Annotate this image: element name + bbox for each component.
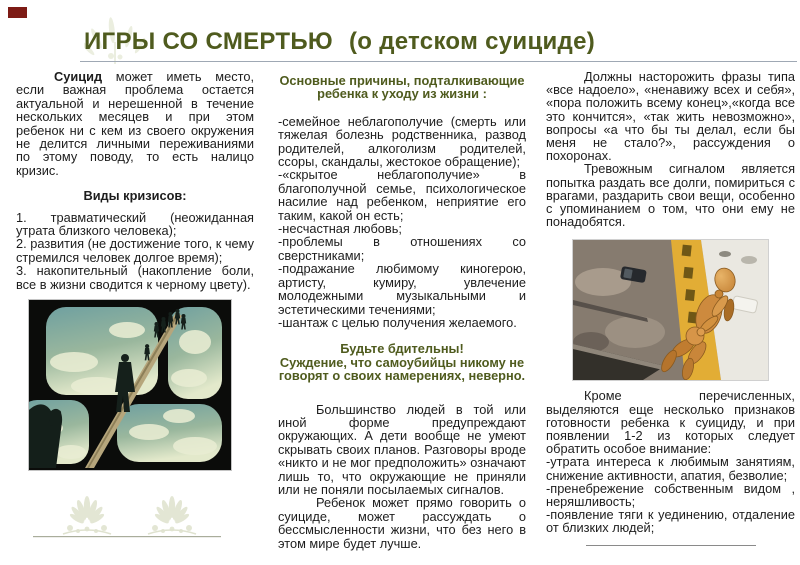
right-column [546, 70, 795, 546]
talk-paragraph: Ребенок может прямо говорить о суициде, может рассуждать о бессмысленности жизни, что без него в этом мире будет лучше. [278, 495, 526, 551]
middle-column [278, 68, 526, 550]
red-mark [8, 7, 27, 18]
crisis-item: 3. накопительный (накопление боли, все в жизни сводится к черному цвету). [16, 263, 254, 292]
intro-paragraph [16, 70, 254, 177]
warning-paragraph: Большинство людей в той или иной форме предупреждают окружающих. А дети вообще не умеют скрывать своих планов. Разговоры вроде «никто и не мог предположить» означают лишь то, что окружающие не приняли или не поняли посылаемых сигналов. [278, 401, 526, 497]
title-main: ИГРЫ СО СМЕРТЬЮ [84, 28, 333, 55]
crisis-item: 1. травматический (неожиданная утрата близкого человека); [16, 209, 254, 239]
cause-item: -семейное неблагополучие (смерть или тяжелая болезнь родственника, развод родителей, алкоголизм родителей, ссоры, скандалы, жестокое обращение); [278, 113, 526, 170]
intro-lead-word: Суицид [54, 69, 103, 84]
footer-divider-line [586, 545, 756, 546]
sign-item: -пренебрежение собственным видом , неряшливость; [546, 480, 795, 510]
left-column [16, 70, 254, 471]
sky-pole-collage-photo [28, 299, 232, 471]
cause-item: -шантаж с целью получения желаемого. [278, 314, 517, 330]
title-underline [80, 61, 797, 62]
cause-item: -проблемы в отношениях со сверстниками; [278, 234, 526, 263]
cause-item: -«скрытое неблагополучие» в благополучной семье, психологическое насилие над ребенком, неприятие его таким, какой он есть; [278, 167, 526, 223]
signals-paragraph: Тревожным сигналом является попытка раздать все долги, помириться с врагами, раздарить свои вещи, особенно с упоминанием о том, что они ему не понадобятся. [546, 161, 795, 230]
page-title [84, 28, 595, 56]
mannequin-ledge-photo [572, 239, 769, 381]
cause-item: -несчастная любовь; [278, 221, 402, 237]
alert-line-1: Будьте бдительны! [340, 341, 464, 357]
alert-line-2: Суждение, что самоубийцы никому не говорят о своих намерениях, неверно. [278, 354, 526, 384]
sign-item: -появление тяги к уединению, отдаление от близких людей; [546, 507, 795, 536]
palmette-ornament-icon [33, 495, 221, 539]
phrases-paragraph: Должны насторожить фразы типа «все надоело», «ненавижу всех и себя», «пора положить всему конец»,«когда все это кончится», «так жить невозможно», вопросы «а что бы ты делал, если бы меня не стало?», рассуждения о похоронах. [546, 69, 795, 164]
intro-text: может иметь место, если важная проблема остается актуальной и нерешенной в течение нескольких месяцев и при этом ребенок ни с кем из своего окружения не делится личными переживаниями по этому поводу, то есть налицо кризис. [16, 69, 254, 178]
sign-item: -утрата интереса к любимым занятиям, снижение активности, апатия, безволие; [546, 454, 795, 483]
crisis-item: 2. развития (не достижение того, к чему стремился человек долгое время); [16, 236, 254, 265]
crisis-types-heading: Виды кризисов: [83, 188, 187, 204]
alert-heading [278, 342, 526, 382]
signs-intro-paragraph: Кроме перечисленных, выделяются еще несколько признаков готовности ребенка к суициду, и при появлении 1-2 из которых следует обратить особое внимание: [546, 388, 795, 457]
causes-heading: Основные причины, подталкивающие ребенка к уходу из жизни : [279, 73, 525, 102]
cause-item: -подражание любимому киногерою, артисту, кумиру, увлечение молодежными музыкальными и эстетическими течениями; [278, 261, 526, 317]
title-subtitle: (о детском суициде) [348, 28, 596, 55]
